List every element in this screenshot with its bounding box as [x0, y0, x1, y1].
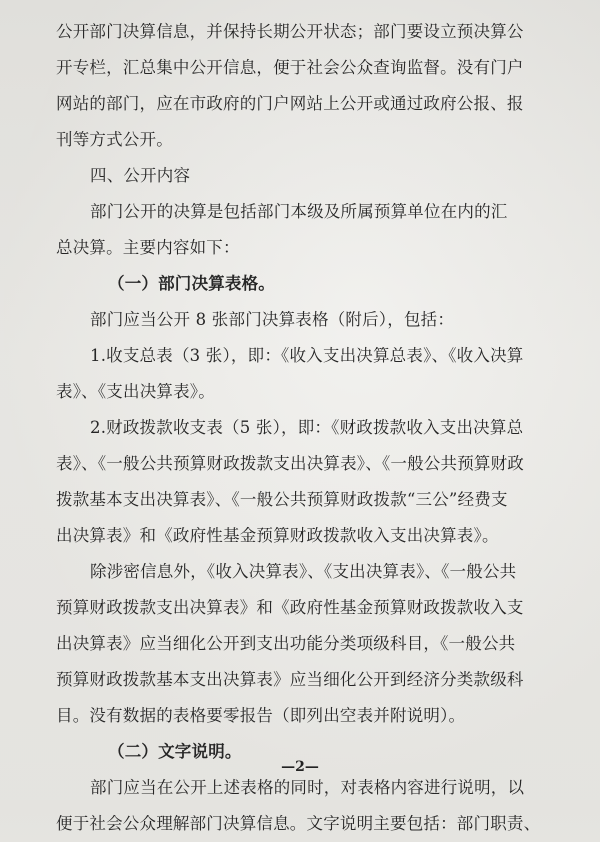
- paragraph-line: 目。没有数据的表格要零报告（即列出空表并附说明）。: [56, 706, 466, 725]
- document-body: [56, 14, 558, 842]
- paragraph-line: 除涉密信息外，《收入决算表》、《支出决算表》、《一般公共: [90, 562, 517, 581]
- paragraph-line: 预算财政拨款基本支出决算表》应当细化公开到经济分类款级科: [56, 670, 524, 689]
- paragraph-line: 网站的部门，应在市政府的门户网站上公开或通过政府公报、报: [56, 94, 524, 113]
- paragraph-line: 公开部门决算信息，并保持长期公开状态；部门要设立预决算公: [56, 22, 524, 41]
- paragraph-line: 部门应当在公开上述表格的同时，对表格内容进行说明，以: [90, 778, 525, 797]
- paragraph-line: 部门应当公开 8 张部门决算表格（附后），包括：: [90, 310, 455, 329]
- page-number: —2—: [281, 759, 319, 775]
- paragraph-line: 表》、《支出决算表》。: [56, 382, 215, 401]
- paragraph-line: 便于社会公众理解部门决算信息。文字说明主要包括：部门职责、: [56, 814, 541, 833]
- paragraph-line: 刊等方式公开。: [56, 130, 173, 149]
- paragraph-line: 部门公开的决算是包括部门本级及所属预算单位在内的汇: [90, 202, 508, 221]
- section-heading: 四、公开内容: [90, 166, 191, 185]
- paragraph-line: 总决算。主要内容如下：: [56, 238, 240, 257]
- paragraph-line: 出决算表》应当细化公开到支出功能分类项级科目，《一般公共: [56, 634, 516, 653]
- paragraph-line: 出决算表》和《政府性基金预算财政拨款收入支出决算表》。: [56, 526, 499, 545]
- paragraph-line: 预算财政拨款支出决算表》和《政府性基金预算财政拨款收入支: [56, 598, 524, 617]
- subsection-heading: （二）文字说明。: [108, 742, 242, 761]
- paragraph-line: 拨款基本支出决算表》、《一般公共预算财政拨款“三公”经费支: [56, 490, 508, 509]
- paragraph-line: 1.收支总表（3 张），即：《收入支出决算总表》、《收入决算: [90, 346, 524, 365]
- subsection-heading: （一）部门决算表格。: [108, 274, 275, 293]
- paragraph-line: 表》、《一般公共预算财政拨款支出决算表》、《一般公共预算财政: [56, 454, 524, 473]
- paragraph-line: 2.财政拨款收支表（5 张），即：《财政拨款收入支出决算总: [90, 418, 524, 437]
- paragraph-line: 开专栏，汇总集中公开信息，便于社会公众查询监督。没有门户: [56, 58, 524, 77]
